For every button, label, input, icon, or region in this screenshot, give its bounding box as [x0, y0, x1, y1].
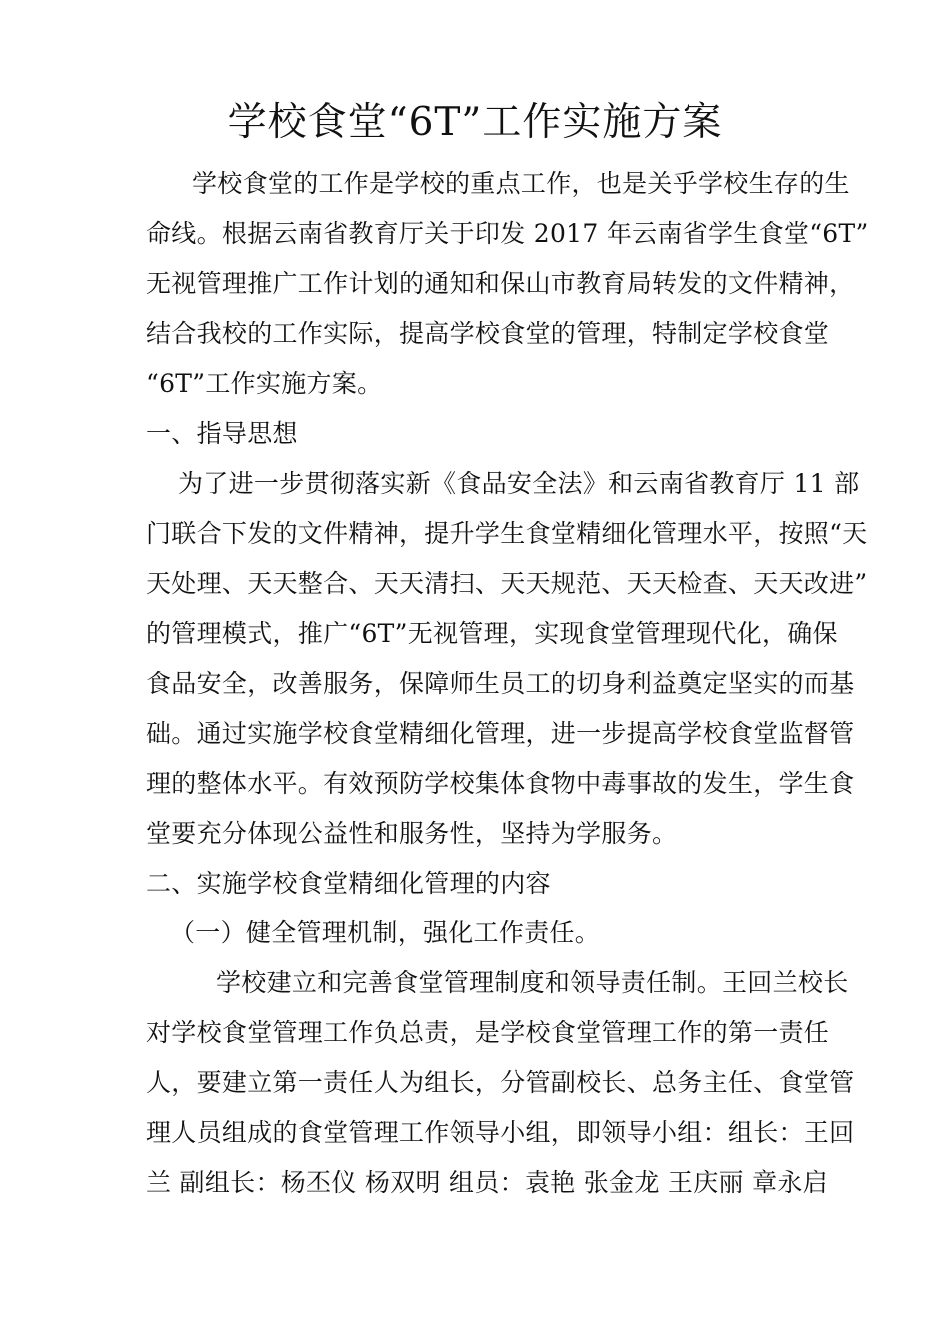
paragraph-line: 天处理、天天整合、天天清扫、天天规范、天天检查、天天改进” [146, 569, 868, 598]
paragraph-line: 命线。根据云南省教育厅关于印发 2017 年云南省学生食堂“6T” [146, 219, 869, 248]
paragraph-line: 学校食堂的工作是学校的重点工作，也是关乎学校生存的生 [192, 169, 850, 198]
paragraph-line: 理人员组成的食堂管理工作领导小组，即领导小组：组长：王回 [146, 1118, 855, 1147]
paragraph-line: 无视管理推广工作计划的通知和保山市教育局转发的文件精神， [146, 269, 855, 298]
paragraph-line: 础。通过实施学校食堂精细化管理，进一步提高学校食堂监督管 [146, 719, 855, 748]
section-heading: 二、实施学校食堂精细化管理的内容 [146, 869, 551, 898]
paragraph-line: 学校建立和完善食堂管理制度和领导责任制。王回兰校长 [216, 968, 849, 997]
subsection-heading: （一）健全管理机制，强化工作责任。 [170, 918, 601, 947]
paragraph-line: 人，要建立第一责任人为组长，分管副校长、总务主任、食堂管 [146, 1068, 855, 1097]
section-heading: 一、指导思想 [146, 419, 298, 448]
paragraph-line: 食品安全，改善服务，保障师生员工的切身利益奠定坚实的而基 [146, 669, 855, 698]
paragraph-line: “6T”工作实施方案。 [146, 369, 383, 398]
paragraph-line: 为了进一步贯彻落实新《食品安全法》和云南省教育厅 11 部 [178, 469, 860, 498]
paragraph-line: 的管理模式，推广“6T”无视管理，实现食堂管理现代化，确保 [146, 619, 838, 648]
paragraph-line: 理的整体水平。有效预防学校集体食物中毒事故的发生，学生食 [146, 769, 855, 798]
paragraph-line: 门联合下发的文件精神，提升学生食堂精细化管理水平，按照“天 [146, 519, 868, 548]
paragraph-line: 对学校食堂管理工作负总责，是学校食堂管理工作的第一责任 [146, 1018, 830, 1047]
paragraph-line: 结合我校的工作实际，提高学校食堂的管理，特制定学校食堂 [146, 319, 830, 348]
document-title: 学校食堂“6T”工作实施方案 [227, 100, 723, 145]
paragraph-line: 兰 副组长：杨丕仪 杨双明 组员：袁艳 张金龙 王庆丽 章永启 [146, 1168, 828, 1197]
paragraph-line: 堂要充分体现公益性和服务性，坚持为学服务。 [146, 819, 678, 848]
